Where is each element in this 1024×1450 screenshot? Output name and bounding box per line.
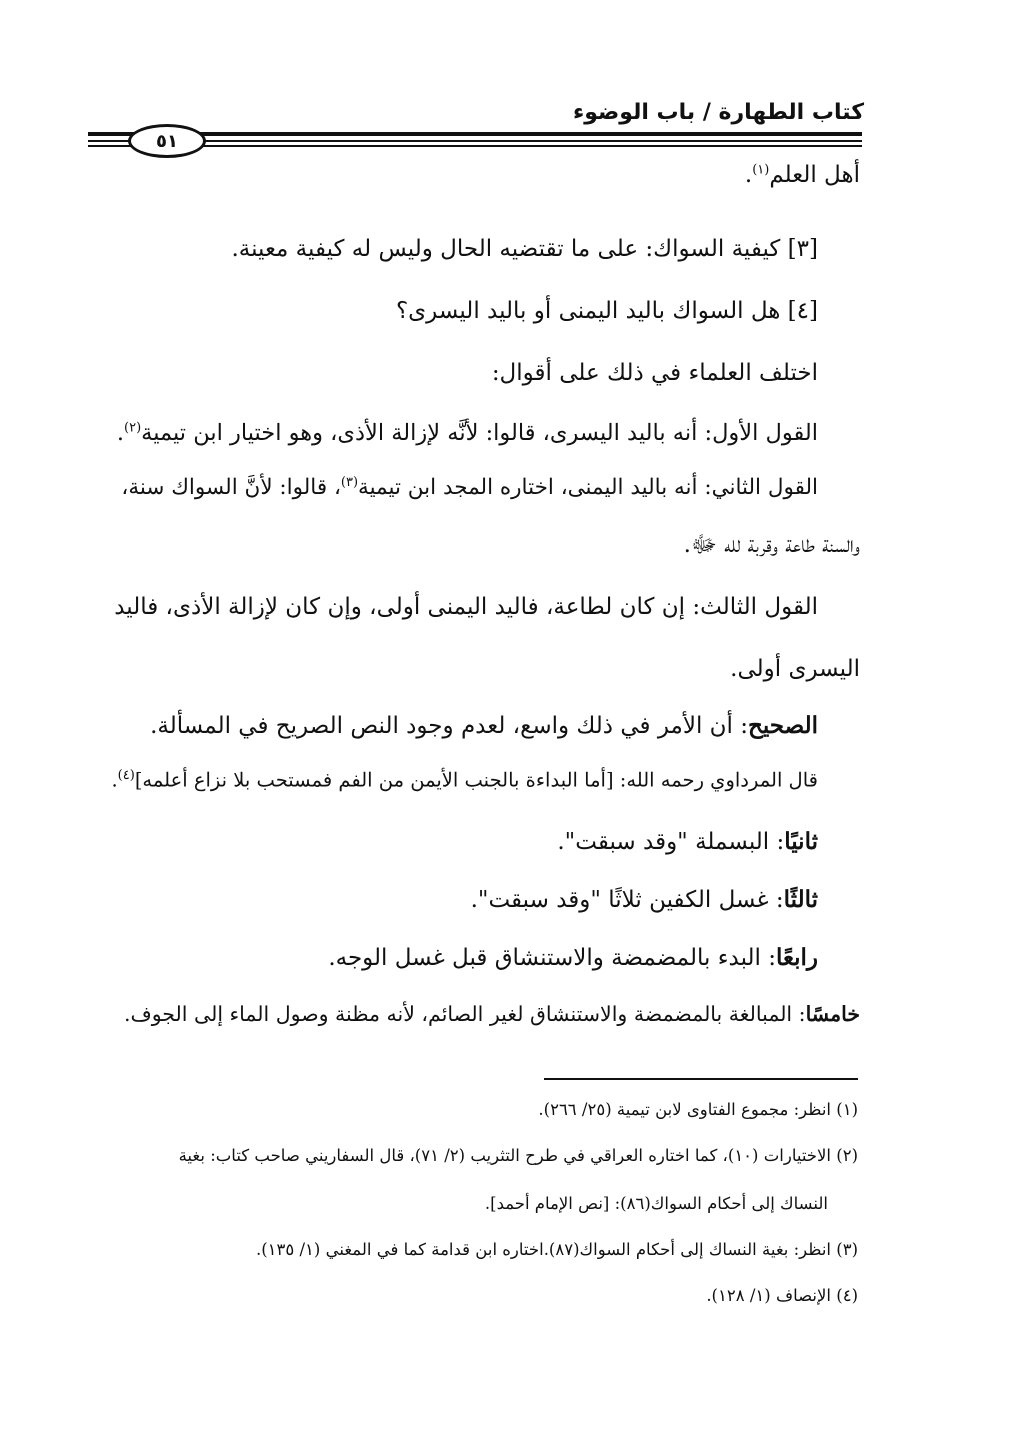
line-1: أهل العلم$^{(١)}$.	[744, 162, 860, 188]
line-14: رابعًا: البدء بالمضمضة والاستنشاق قبل غسل الوجه.	[328, 944, 818, 971]
page-number: ٥١	[128, 124, 206, 158]
footnote-4: (٤) الإنصاف (١/ ١٢٨).	[706, 1286, 858, 1305]
heading-sahih: الصحيح	[748, 712, 818, 739]
line-8: القول الثالث: إن كان لطاعة، فاليد اليمنى أولى، وإن كان لإزالة الأذى، فاليد	[114, 594, 818, 620]
line-2: [٣] كيفية السواك: على ما تقتضيه الحال وليس له كيفية معينة.	[231, 236, 818, 262]
footnote-ref-3: (٣)	[340, 475, 359, 490]
line-13: ثالثًا: غسل الكفين ثلاثًا "وقد سبقت".	[470, 886, 818, 913]
footnote-1: (١) انظر: مجموع الفتاوى لابن تيمية (٢٥/ ٢٦٦).	[538, 1100, 858, 1119]
line-3: [٤] هل السواك باليد اليمنى أو باليد اليسرى؟	[395, 298, 818, 324]
line-7: والسنة طاعة وقربة لله ﷻ.	[683, 532, 860, 558]
footnote-ref-4: (٤)	[117, 768, 135, 783]
footnote-2-cont: النساك إلى أحكام السواك(٨٦): [نص الإمام أحمد].	[484, 1194, 828, 1213]
footnote-3: (٣) انظر: بغية النساك إلى أحكام السواك(٨٧).اختاره ابن قدامة كما في المغني (١/ ١٣٥).	[255, 1240, 858, 1259]
line-15: خامسًا: المبالغة بالمضمضة والاستنشاق لغير الصائم، لأنه مظنة وصول الماء إلى الجوف.	[123, 1002, 860, 1026]
line-4: اختلف العلماء في ذلك على أقوال:	[491, 360, 818, 386]
footnote-ref-2: (٢)	[124, 420, 142, 436]
line-11: قال المرداوي رحمه الله: [أما البداءة بالجنب الأيمن من الفم فمستحب بلا نزاع أعلمه]$^{(٤)}$.	[111, 768, 818, 792]
footnote-separator	[544, 1078, 858, 1080]
line-9: اليسرى أولى.	[730, 656, 860, 682]
footnote-ref-1: (١)	[752, 162, 770, 178]
line-10: الصحيح: أن الأمر في ذلك واسع، لعدم وجود النص الصريح في المسألة.	[150, 712, 818, 739]
footnote-2: (٢) الاختيارات (١٠)، كما اختاره العراقي في طرح التثريب (٢/ ٧١)، قال السفاريني صاحب كتاب: بغية	[178, 1146, 858, 1165]
line-6: القول الثاني: أنه باليد اليمنى، اختاره المجد ابن تيمية$^{(٣)}$، قالوا: لأنَّ السواك سنة،	[121, 475, 818, 501]
running-header: كتاب الطهارة / باب الوضوء	[572, 100, 864, 125]
line-12: ثانيًا: البسملة "وقد سبقت".	[557, 828, 818, 855]
line-5: القول الأول: أنه باليد اليسرى، قالوا: لأنَّه لإزالة الأذى، وهو اختيار ابن تيمية$^{(٢)}$.	[116, 420, 818, 446]
